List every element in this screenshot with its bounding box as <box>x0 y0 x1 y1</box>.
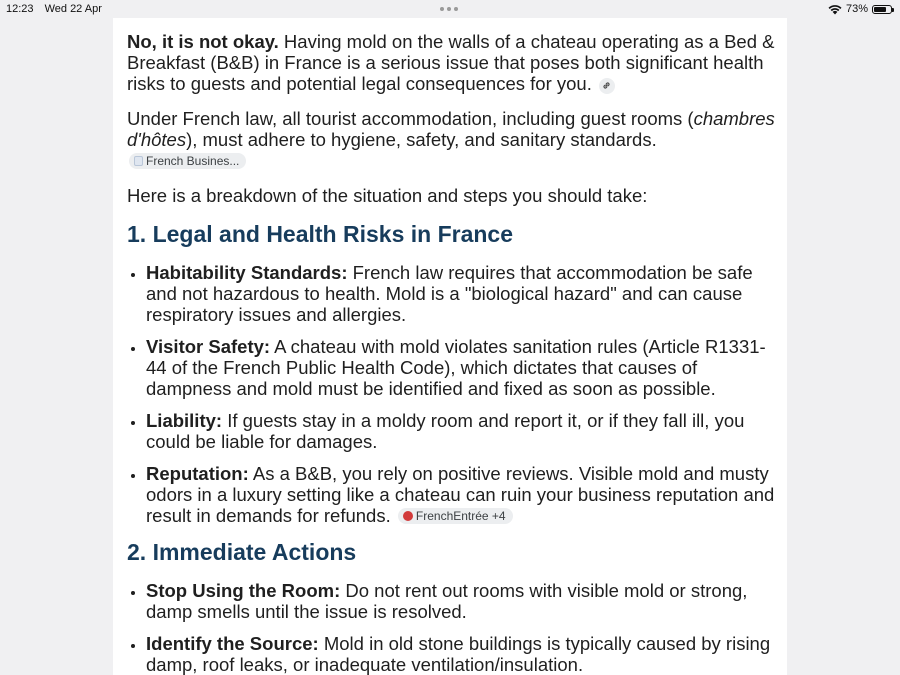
section-heading-legal-health: 1. Legal and Health Risks in France <box>127 221 514 247</box>
list-item <box>146 580 775 622</box>
document-icon <box>134 156 143 166</box>
section2-list <box>127 580 775 675</box>
battery-icon <box>872 5 892 14</box>
source-chip-label: FrenchEntrée +4 <box>415 509 506 523</box>
list-item <box>146 262 775 325</box>
item-text: Mold in old stone buildings is typically caused by rising damp, roof leaks, or inadequate ventilation/insulation. <box>146 633 771 675</box>
source-link-button[interactable] <box>599 78 615 94</box>
item-label: Habitability Standards: <box>146 262 348 283</box>
law-text-after: ), must adhere to hygiene, safety, and sanitary standards. <box>186 129 657 150</box>
item-text: A chateau with mold violates sanitation rules (Article R1331-44 of the French Public Health Code), which dictates that causes of dampness and mold must be identified and fixed as soon as possible. <box>146 336 766 399</box>
status-left <box>6 0 110 18</box>
status-right <box>828 0 892 18</box>
source-chip-frenchentree[interactable] <box>398 508 513 524</box>
item-label: Reputation: <box>146 463 249 484</box>
list-item <box>146 633 775 675</box>
battery-fill <box>874 7 886 12</box>
item-text: French law requires that accommodation be safe and not hazardous to health. Mold is a "biological hazard" and can cause respiratory issues and allergies. <box>146 262 753 325</box>
list-item <box>146 410 775 452</box>
status-date: Wed 22 Apr <box>44 3 102 15</box>
item-label: Visitor Safety: <box>146 336 271 357</box>
item-label: Liability: <box>146 410 223 431</box>
status-time: 12:23 <box>6 3 34 15</box>
response-body <box>127 31 775 675</box>
status-bar <box>0 0 900 18</box>
item-label: Identify the Source: <box>146 633 319 654</box>
section1-list <box>127 262 775 526</box>
wifi-icon <box>828 4 842 15</box>
item-label: Stop Using the Room: <box>146 580 341 601</box>
intro-paragraph <box>127 31 775 94</box>
law-text-before: Under French law, all tourist accommodation, including guest rooms ( <box>127 108 694 129</box>
source-chip-french-business[interactable] <box>129 153 246 169</box>
item-text: As a B&B, you rely on positive reviews. Visible mold and musty odors in a luxury setting like a chateau can ruin your business reputation and result in demands for refunds. <box>146 463 775 526</box>
list-item <box>146 336 775 399</box>
law-paragraph <box>127 108 775 171</box>
battery-percent: 73% <box>845 3 868 15</box>
list-item <box>146 463 775 526</box>
intro-text: Having mold on the walls of a chateau operating as a Bed & Breakfast (B&B) in France is a serious issue that poses both significant health risks to guests and potential legal consequences for you. <box>127 31 775 94</box>
breakdown-paragraph: Here is a breakdown of the situation and steps you should take: <box>127 185 648 206</box>
item-text: If guests stay in a moldy room and report it, or if they fall ill, you could be liable for damages. <box>146 410 745 452</box>
source-chip-label: French Busines... <box>146 154 240 168</box>
response-panel[interactable] <box>113 18 787 675</box>
frenchentree-favicon-icon <box>403 511 413 521</box>
section-heading-immediate-actions: 2. Immediate Actions <box>127 539 357 565</box>
link-icon <box>602 81 611 90</box>
law-italic: chambres d'hôtes <box>127 108 775 150</box>
item-text: Do not rent out rooms with visible mold or strong, damp smells until the issue is resolved. <box>146 580 748 622</box>
intro-bold: No, it is not okay. <box>127 31 279 52</box>
multitasking-dots-icon[interactable] <box>440 7 458 11</box>
